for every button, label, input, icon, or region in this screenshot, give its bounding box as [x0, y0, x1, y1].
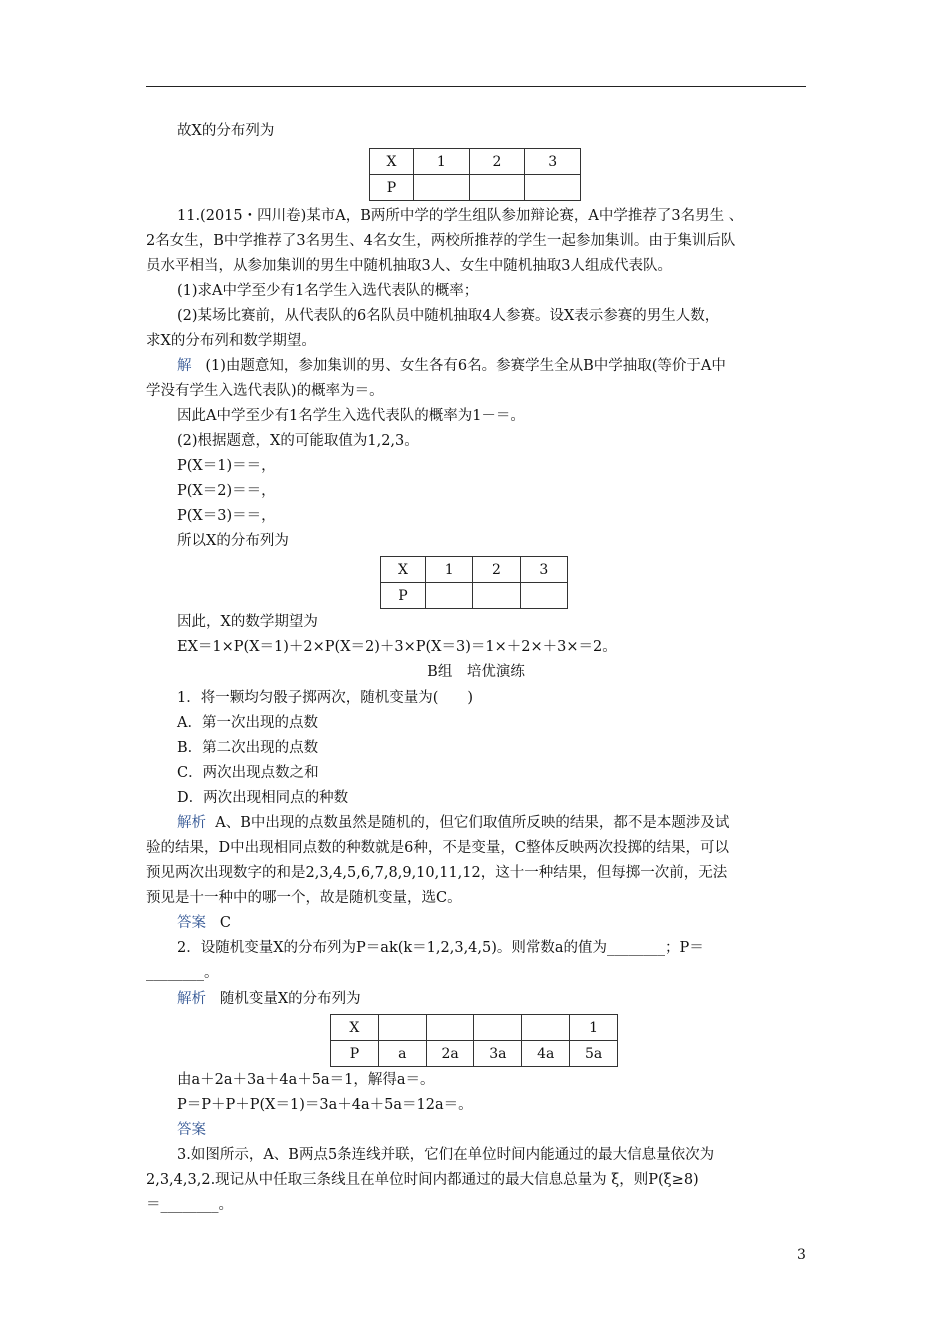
text-line: ________。 — [146, 965, 219, 981]
table-cell: X — [331, 1015, 379, 1041]
text-line: ＝________。 — [146, 1197, 233, 1213]
table-row — [370, 175, 581, 201]
solution-label: 解 — [177, 358, 192, 374]
text-line: 求X的分布列和数学期望。 — [146, 333, 316, 349]
table-cell — [426, 583, 473, 609]
table-cell: 1 — [570, 1015, 618, 1041]
table-cell: 2 — [469, 149, 525, 175]
page-number: 3 — [797, 1247, 806, 1263]
text-line: 1．将一颗均匀骰子掷两次，随机变量为( ) — [177, 690, 474, 706]
table-cell: P — [381, 583, 426, 609]
text-line: P(X＝2)＝＝， — [177, 483, 276, 499]
table-cell: P — [331, 1041, 379, 1067]
table-row — [331, 1015, 618, 1041]
text-line: 因此A中学至少有1名学生入选代表队的概率为1－＝。 — [177, 408, 525, 424]
table-cell: 3a — [474, 1041, 522, 1067]
text-line: 2,3,4,3,2.现记从中任取三条线且在单位时间内都通过的最大信息总量为 ξ，则P(ξ≥8) — [146, 1172, 699, 1188]
text-span: C — [219, 915, 231, 931]
answer-line — [177, 913, 231, 933]
analysis-label: 解析 — [177, 815, 206, 831]
table-cell — [525, 175, 581, 201]
distribution-table-1 — [369, 148, 581, 201]
table-cell: a — [378, 1041, 426, 1067]
answer-line — [177, 1120, 206, 1140]
solution-line — [177, 356, 726, 376]
table-cell: P — [370, 175, 414, 201]
text-line: 2名女生，B中学推荐了3名男生、4名女生，两校所推荐的学生一起参加集训。由于集训后队 — [146, 233, 736, 249]
analysis-label: 解析 — [177, 991, 206, 1007]
table-cell: 2a — [426, 1041, 474, 1067]
text-span: (1)由题意知，参加集训的男、女生各有6名。参赛学生全从B中学抽取(等价于A中 — [205, 358, 726, 374]
table-cell: 3 — [520, 557, 567, 583]
text-line: A．第一次出现的点数 — [177, 715, 318, 731]
text-span: A、B中出现的点数虽然是随机的，但它们取值所反映的结果，都不是本题涉及试 — [215, 815, 730, 831]
text-line: 2．设随机变量X的分布列为P＝ak(k＝1,2,3,4,5)。则常数a的值为________；P＝ — [177, 940, 704, 956]
text-line: C．两次出现点数之和 — [177, 765, 319, 781]
table-cell — [378, 1015, 426, 1041]
table-cell — [473, 583, 520, 609]
section-title: B组 培优演练 — [427, 664, 525, 680]
table-cell — [520, 583, 567, 609]
table-row — [381, 557, 568, 583]
text-line: (2)某场比赛前，从代表队的6名队员中随机抽取4人参赛。设X表示参赛的男生人数， — [177, 308, 720, 324]
table-row — [381, 583, 568, 609]
table-cell: 4a — [522, 1041, 570, 1067]
text-span: 随机变量X的分布列为 — [219, 991, 361, 1007]
table-cell: 5a — [570, 1041, 618, 1067]
distribution-table-3 — [330, 1014, 618, 1067]
text-line: P(X＝3)＝＝， — [177, 508, 276, 524]
table-cell: X — [370, 149, 414, 175]
text-line: (2)根据题意，X的可能取值为1,2,3。 — [177, 433, 419, 449]
text-line: 预见是十一种中的哪一个，故是随机变量，选C。 — [146, 890, 462, 906]
text-line: D．两次出现相同点的种数 — [177, 790, 349, 806]
table-cell: 3 — [525, 149, 581, 175]
text-line: EX＝1×P(X＝1)＋2×P(X＝2)＋3×P(X＝3)＝1×＋2×＋3×＝2。 — [177, 639, 617, 655]
text-line: 由a＋2a＋3a＋4a＋5a＝1，解得a＝。 — [177, 1072, 435, 1088]
table-cell: 1 — [426, 557, 473, 583]
text-line: B．第二次出现的点数 — [177, 740, 319, 756]
table-cell — [426, 1015, 474, 1041]
text-line: 故X的分布列为 — [177, 123, 275, 139]
table-cell: X — [381, 557, 426, 583]
table-cell — [522, 1015, 570, 1041]
text-line: 11.(2015・四川卷)某市A，B两所中学的学生组队参加辩论赛，A中学推荐了3名男生 、 — [177, 208, 744, 224]
analysis-line — [177, 989, 361, 1009]
answer-label: 答案 — [177, 1122, 206, 1138]
text-line: 3.如图所示，A、B两点5条连线并联，它们在单位时间内能通过的最大信息量依次为 — [177, 1147, 715, 1163]
distribution-table-2 — [380, 556, 568, 609]
analysis-line — [177, 813, 729, 833]
table-row — [370, 149, 581, 175]
table-cell — [469, 175, 525, 201]
text-line: P＝P＋P＋P(X＝1)＝3a＋4a＋5a＝12a＝。 — [177, 1097, 473, 1113]
text-line: 员水平相当，从参加集训的男生中随机抽取3人、女生中随机抽取3人组成代表队。 — [146, 258, 672, 274]
table-row — [331, 1041, 618, 1067]
text-line: 预见两次出现数字的和是2,3,4,5,6,7,8,9,10,11,12，这十一种结果，但每掷一次前，无法 — [146, 865, 728, 881]
text-line: 学没有学生入选代表队)的概率为＝。 — [146, 383, 384, 399]
header-rule — [146, 86, 806, 87]
text-line: 所以X的分布列为 — [177, 533, 289, 549]
text-line: P(X＝1)＝＝， — [177, 458, 276, 474]
text-line: 因此，X的数学期望为 — [177, 614, 318, 630]
table-cell — [474, 1015, 522, 1041]
answer-label: 答案 — [177, 915, 206, 931]
text-line: (1)求A中学至少有1名学生入选代表队的概率； — [177, 283, 479, 299]
table-cell — [414, 175, 470, 201]
table-cell: 2 — [473, 557, 520, 583]
text-line: 验的结果，D中出现相同点数的种数就是6种，不是变量，C整体反映两次投掷的结果，可以 — [146, 840, 729, 856]
table-cell: 1 — [414, 149, 470, 175]
